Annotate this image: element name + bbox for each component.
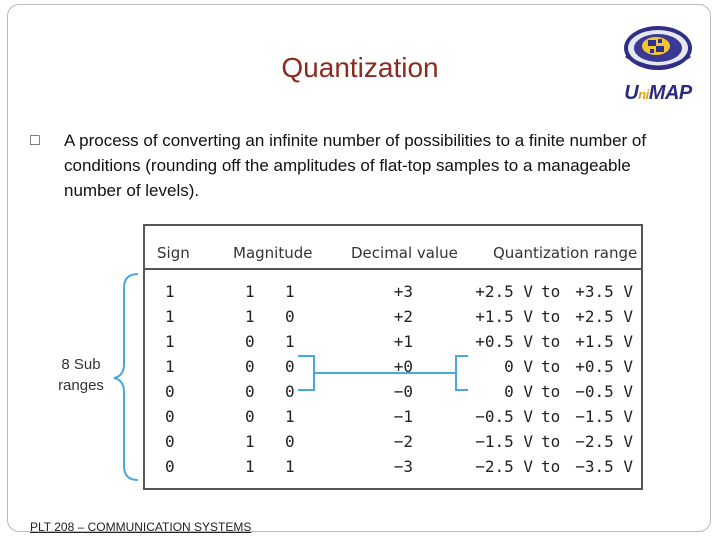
footer-course-label: PLT 208 – COMMUNICATION SYSTEMS <box>30 520 252 534</box>
header-sign: Sign <box>157 244 190 262</box>
table-cell-range-low: +1.5 V <box>475 307 533 326</box>
table-cell-decimal: −3 <box>393 457 413 476</box>
unimap-logo <box>618 20 698 110</box>
table-cell-mag2: 1 <box>285 332 295 351</box>
table-cell-decimal: −1 <box>393 407 413 426</box>
bullet-point <box>30 128 680 203</box>
table-cell-sign: 0 <box>165 432 175 451</box>
table-header <box>145 226 641 270</box>
table-cell-range-low: +2.5 V <box>475 282 533 301</box>
table-cell-mag1: 0 <box>245 357 255 376</box>
table-cell-mag1: 1 <box>245 307 255 326</box>
table-cell-range-high: −2.5 V <box>575 432 633 451</box>
sub-ranges-brace-icon <box>112 272 142 482</box>
table-cell-mag2: 0 <box>285 432 295 451</box>
table-cell-sign: 0 <box>165 382 175 401</box>
table-cell-mag2: 0 <box>285 307 295 326</box>
header-decimal-value: Decimal value <box>351 244 458 262</box>
table-cell-mag1: 0 <box>245 382 255 401</box>
table-cell-range-high: +1.5 V <box>575 332 633 351</box>
table-cell-decimal: −0 <box>393 382 413 401</box>
header-quantization-range: Quantization range <box>493 244 638 262</box>
table-cell-decimal: +3 <box>393 282 413 301</box>
table-cell-range-low: −1.5 V <box>475 432 533 451</box>
table-cell-sign: 1 <box>165 357 175 376</box>
table-cell-to: to <box>541 407 561 426</box>
table-cell-range-high: −1.5 V <box>575 407 633 426</box>
table-cell-mag2: 1 <box>285 407 295 426</box>
logo-text-map: MAP <box>648 82 692 104</box>
sub-ranges-label-line1: 8 Sub <box>61 356 101 373</box>
table-cell-range-low: −2.5 V <box>475 457 533 476</box>
table-cell-to: to <box>541 357 561 376</box>
table-cell-mag2: 1 <box>285 457 295 476</box>
slide-title: Quantization <box>281 52 439 83</box>
logo-text-ni: ni <box>638 87 649 102</box>
table-cell-range-high: +3.5 V <box>575 282 633 301</box>
table-cell-range-low: 0 V <box>504 382 533 401</box>
table-cell-sign: 0 <box>165 457 175 476</box>
table-cell-sign: 1 <box>165 307 175 326</box>
table-cell-to: to <box>541 432 561 451</box>
table-cell-range-high: −0.5 V <box>575 382 633 401</box>
table-cell-mag1: 0 <box>245 332 255 351</box>
table-cell-sign: 1 <box>165 282 175 301</box>
sub-ranges-label <box>52 354 110 396</box>
table-cell-mag1: 1 <box>245 282 255 301</box>
table-cell-to: to <box>541 332 561 351</box>
table-cell-range-high: +2.5 V <box>575 307 633 326</box>
table-cell-range-high: −3.5 V <box>575 457 633 476</box>
sub-ranges-label-line2: ranges <box>58 377 104 394</box>
header-magnitude: Magnitude <box>233 244 313 262</box>
table-cell-decimal: −2 <box>393 432 413 451</box>
table-cell-to: to <box>541 457 561 476</box>
table-cell-mag2: 1 <box>285 282 295 301</box>
bullet-marker-icon: □ <box>30 132 40 149</box>
bullet-text: A process of converting an infinite number of possibilities to a finite number of conditions (rounding off the amplitudes of flat-top samples to a manageable number of levels). <box>64 131 647 200</box>
table-cell-to: to <box>541 282 561 301</box>
table-cell-range-low: −0.5 V <box>475 407 533 426</box>
table-cell-sign: 1 <box>165 332 175 351</box>
table-cell-mag2: 0 <box>285 357 295 376</box>
table-cell-decimal: +1 <box>393 332 413 351</box>
table-cell-to: to <box>541 382 561 401</box>
table-cell-mag1: 1 <box>245 432 255 451</box>
table-cell-to: to <box>541 307 561 326</box>
table-cell-mag1: 1 <box>245 457 255 476</box>
table-cell-range-high: +0.5 V <box>575 357 633 376</box>
table-cell-range-low: +0.5 V <box>475 332 533 351</box>
unimap-globe-icon <box>618 20 698 82</box>
table-cell-decimal: +2 <box>393 307 413 326</box>
table-cell-mag1: 0 <box>245 407 255 426</box>
table-cell-decimal: +0 <box>393 357 413 376</box>
zero-connector <box>296 352 476 396</box>
table-cell-range-low: 0 V <box>504 357 533 376</box>
table-cell-mag2: 0 <box>285 382 295 401</box>
logo-text-u: U <box>624 82 639 104</box>
logo-wordmark <box>618 82 698 105</box>
table-cell-sign: 0 <box>165 407 175 426</box>
